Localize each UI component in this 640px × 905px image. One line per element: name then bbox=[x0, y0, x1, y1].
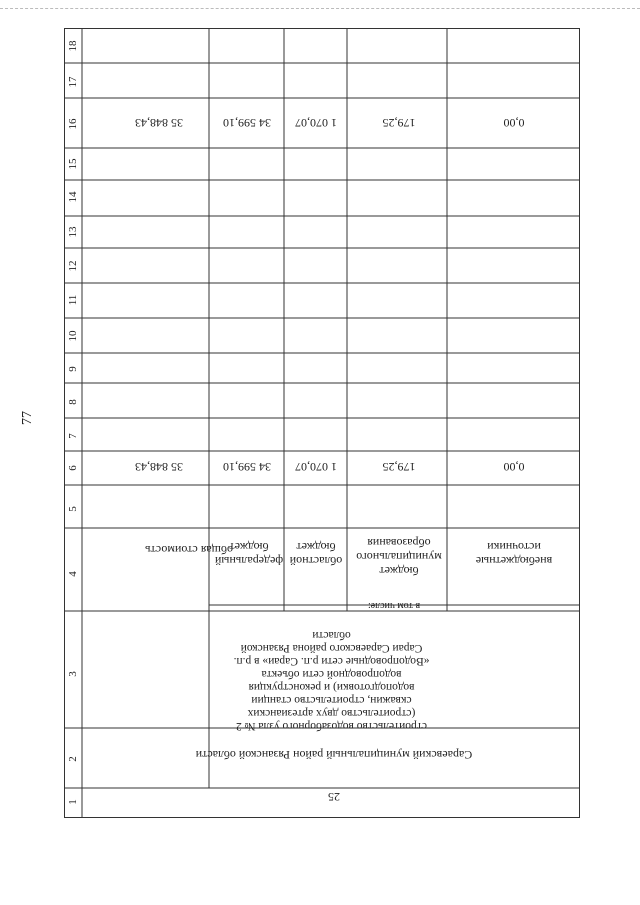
project-description: строительство водозаборного узла № 2 (строительство двух артезианских скважин, строительство станции водоподготовки) и реконструкция водопроводной сети объекта «Водопроводные сети р.п. Сараи» в р.п. Сараи Сараевского района Рязанской области bbox=[233, 629, 430, 732]
row-label: бюджет муниципального образования bbox=[356, 536, 442, 578]
col-number: 2 bbox=[67, 756, 79, 762]
scan-edge bbox=[0, 8, 640, 10]
row-label: федеральный бюджет bbox=[214, 540, 284, 568]
page-number: 77 bbox=[20, 411, 35, 425]
value-col16: 34 599,10 bbox=[223, 116, 271, 130]
row-label: общая стоимость bbox=[145, 543, 233, 557]
region-title: Сараевский муниципальный район Рязанской области bbox=[195, 748, 473, 762]
value-col6: 34 599,10 bbox=[223, 460, 271, 474]
value-col6: 35 848,43 bbox=[135, 460, 183, 474]
value-col16: 1 070,07 bbox=[295, 116, 337, 130]
col-number: 10 bbox=[67, 330, 79, 342]
col-number: 12 bbox=[67, 260, 79, 272]
col-number: 15 bbox=[67, 158, 79, 170]
value-col6: 0,00 bbox=[503, 460, 525, 474]
col-number: 14 bbox=[67, 191, 79, 203]
col-number: 8 bbox=[67, 399, 79, 405]
value-col16: 179,25 bbox=[382, 116, 416, 130]
col-number: 5 bbox=[67, 506, 79, 512]
in-that-number-label: в том числе: bbox=[367, 600, 421, 611]
col-number: 7 bbox=[67, 433, 79, 439]
col-number: 4 bbox=[67, 571, 79, 577]
col-number: 17 bbox=[67, 76, 79, 88]
financing-table bbox=[64, 28, 580, 818]
row-label: внебюджетные источники bbox=[475, 540, 553, 568]
value-col16: 35 848,43 bbox=[135, 116, 183, 130]
col-number: 3 bbox=[67, 671, 79, 677]
col-number: 1 bbox=[67, 799, 79, 805]
row-number: 25 bbox=[328, 790, 340, 804]
col-number: 16 bbox=[67, 118, 79, 130]
row-label: областной бюджет bbox=[289, 540, 343, 568]
col-number: 9 bbox=[67, 366, 79, 372]
value-col16: 0,00 bbox=[503, 116, 525, 130]
col-number: 18 bbox=[67, 40, 79, 52]
col-number: 13 bbox=[67, 226, 79, 238]
col-number: 6 bbox=[67, 465, 79, 471]
value-col6: 1 070,07 bbox=[295, 460, 337, 474]
value-col6: 179,25 bbox=[382, 460, 416, 474]
col-number: 11 bbox=[67, 294, 79, 306]
